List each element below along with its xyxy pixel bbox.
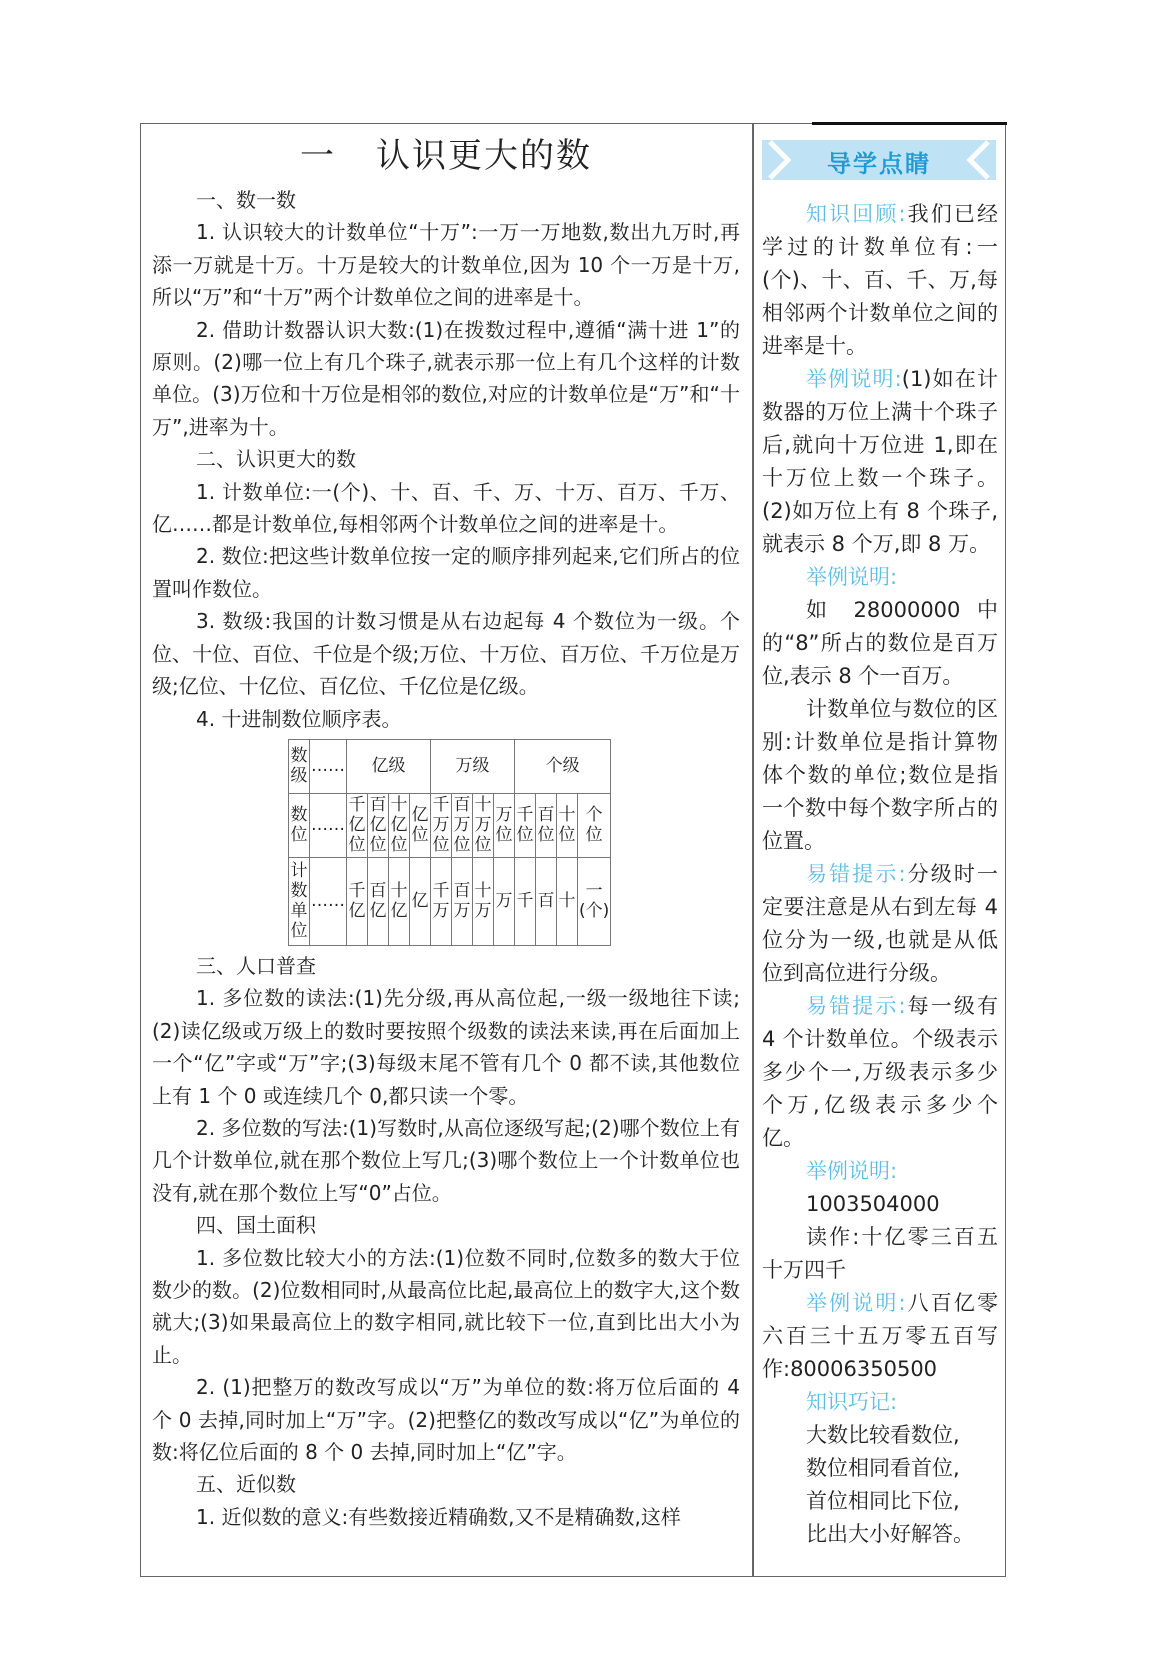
sidebar-note <box>762 1188 998 1221</box>
paragraph: 1. 计数单位:一(个)、十、百、千、万、十万、百万、千万、亿……都是计数单位,每相邻两个计数单位之间的进率是十。 <box>152 479 740 537</box>
note-label: 知识回顾: <box>806 202 906 226</box>
note-text: 八百亿零六百三十五万零五百写作:80006350500 <box>762 1291 999 1381</box>
note-label: 知识巧记: <box>806 1390 898 1414</box>
note-text: 计数单位与数位的区别:计数单位是指计算物体个数的单位;数位是指一个数中每个数字所占的位置。 <box>762 697 998 853</box>
top-rule <box>812 122 1007 125</box>
paragraph: 4. 十进制数位顺序表。 <box>196 706 402 731</box>
unit-cell: 千亿 <box>347 857 368 945</box>
column-divider <box>752 123 754 1577</box>
place-cell: 千万位 <box>432 795 450 856</box>
chapter-title: 认识更大的数 <box>376 136 592 176</box>
note-text: 分级时一定要注意是从右到左每 4 位分为一级,也就是从低位到高位进行分级。 <box>762 862 999 985</box>
sidebar-note <box>762 990 998 1155</box>
place-cell: 百万位 <box>453 795 471 856</box>
mnemonic-line: 数位相同看首位, <box>806 1456 960 1480</box>
dots: …… <box>310 739 347 793</box>
paragraph: 1. 多位数的读法:(1)先分级,再从高位起,一级一级地往下读;(2)读亿级或万级上的数时要按照个级数的读法来读,再在后面加上一个“亿”字或“万”字;(3)每级末尾不管有几个 0 都不读,其他数位上有 1 个 0 或连续几个 0,都只读一个零。 <box>152 986 740 1108</box>
section-heading: 一、数一数 <box>196 188 296 212</box>
guide-banner <box>762 140 996 180</box>
place-cell: 个位 <box>578 793 611 857</box>
unit-cell: 亿 <box>410 857 431 945</box>
paragraph: 1. 认识较大的计数单位“十万”:一万一万地数,数出九万时,再添一万就是十万。十万是较大的计数单位,因为 10 个一万是十万,所以“万”和“十万”两个计数单位之间的进率是十。 <box>152 220 740 310</box>
section-heading: 二、认识更大的数 <box>196 447 356 472</box>
sidebar-note <box>762 1287 998 1386</box>
paragraph: 3. 数级:我国的计数习惯是从右边起每 4 个数位为一级。个位、十位、百位、千位是个级;万位、十万位、百万位、千万位是万级;亿位、十亿位、百亿位、千亿位是亿级。 <box>152 609 740 699</box>
unit-cell: 千万 <box>431 857 452 945</box>
unit-cell: 百万 <box>452 857 473 945</box>
note-label: 举例说明: <box>806 1291 906 1315</box>
note-text: 我们已经学过的计数单位有:一(个)、十、百、千、万,每相邻两个计数单位之间的进率是十。 <box>762 202 999 358</box>
unit-cell: 百亿 <box>368 857 389 945</box>
level-cell: 万级 <box>431 739 515 793</box>
note-text: 读作:十亿零三百五十万四千 <box>762 1225 998 1282</box>
row-label: 计数单位 <box>289 857 310 945</box>
place-cell: 百位 <box>536 793 557 857</box>
place-cell: 十位 <box>557 793 578 857</box>
row-label: 数位 <box>289 793 310 857</box>
place-cell: 十万位 <box>474 795 492 856</box>
note-label: 举例说明: <box>806 1159 898 1183</box>
mnemonic-line: 大数比较看数位, <box>806 1423 960 1447</box>
place-cell: 十亿位 <box>390 795 408 856</box>
paragraph: 2. (1)把整万的数改写成以“万”为单位的数:将万位后面的 4 个 0 去掉,同时加上“万”字。(2)把整亿的数改写成以“亿”为单位的数:将亿位后面的 8 个 0 去掉,同时加上“亿”字。 <box>152 1375 740 1464</box>
section-heading: 五、近似数 <box>196 1472 296 1497</box>
sidebar-note <box>762 561 998 594</box>
section-heading: 四、国土面积 <box>196 1213 316 1238</box>
sidebar-note <box>762 693 998 858</box>
note-text: 1003504000 <box>806 1192 940 1216</box>
note-text: (1)如在计数器的万位上满十个珠子后,就向十万位进 1,即在十万位上数一个珠子。(2)如万位上有 8 个珠子,就表示 8 个万,即 8 万。 <box>762 367 998 556</box>
place-cell: 万位 <box>494 793 515 857</box>
note-text: 每一级有 4 个计数单位。个级表示多少个一,万级表示多少个万,亿级表示多少个亿。 <box>762 994 999 1150</box>
sidebar-column <box>762 198 998 1551</box>
place-value-table <box>288 739 611 946</box>
unit-cell: 百 <box>536 857 557 945</box>
sidebar-note <box>762 594 998 693</box>
note-text: 如 28000000 中的“8”所占的数位是百万位,表示 8 个一百万。 <box>762 598 998 688</box>
sidebar-note <box>762 1155 998 1188</box>
chapter-number: 一 <box>300 136 336 176</box>
note-label: 易错提示: <box>806 994 906 1018</box>
place-cell: 百亿位 <box>369 795 387 856</box>
sidebar-note <box>762 363 998 561</box>
note-label: 举例说明: <box>806 565 898 589</box>
unit-cell: 十万 <box>473 857 494 945</box>
paragraph: 1. 多位数比较大小的方法:(1)位数不同时,位数多的数大于位数少的数。(2)位数相同时,从最高位比起,最高位上的数字大,这个数就大;(3)如果最高位上的数字相同,就比较下一位,直到比出大小为止。 <box>152 1245 740 1367</box>
unit-cell: 万 <box>494 857 515 945</box>
note-label: 举例说明: <box>806 367 902 391</box>
paragraph: 2. 借助计数器认识大数:(1)在拨数过程中,遵循“满十进 1”的原则。(2)哪一位上有几个珠子,就表示那一位上有几个这样的计数单位。(3)万位和十万位是相邻的数位,对应的计数单位是“万”和“十万”,进率为十。 <box>152 317 740 439</box>
unit-cell: 千 <box>515 857 536 945</box>
sidebar-note <box>762 1386 998 1419</box>
place-cell: 千亿位 <box>348 795 366 856</box>
place-cell: 亿位 <box>410 793 431 857</box>
sidebar-note <box>762 858 998 990</box>
paragraph: 2. 多位数的写法:(1)写数时,从高位逐级写起;(2)哪个数位上有几个计数单位,就在那个数位上写几;(3)哪个数位上一个计数单位也没有,就在那个数位上写“0”占位。 <box>152 1115 740 1205</box>
mnemonic-line: 比出大小好解答。 <box>806 1522 974 1546</box>
page-title <box>152 130 740 182</box>
mnemonic-line: 首位相同比下位, <box>806 1489 960 1513</box>
section-heading: 三、人口普查 <box>196 953 316 978</box>
level-cell: 亿级 <box>347 739 431 793</box>
unit-cell: 一(个) <box>578 857 611 945</box>
unit-cell: 十 <box>557 857 578 945</box>
paragraph: 2. 数位:把这些计数单位按一定的顺序排列起来,它们所占的位置叫作数位。 <box>152 544 740 601</box>
note-label: 易错提示: <box>806 862 906 886</box>
paragraph: 1. 近似数的意义:有些数接近精确数,又不是精确数,这样 <box>196 1504 681 1529</box>
main-column <box>152 130 740 1533</box>
row-label: 数级 <box>289 739 310 793</box>
place-cell: 千位 <box>515 793 536 857</box>
sidebar-note <box>762 198 998 363</box>
level-cell: 个级 <box>515 739 611 793</box>
banner-title: 导学点睛 <box>827 150 931 178</box>
unit-cell: 十亿 <box>389 857 410 945</box>
dots: …… <box>310 793 347 857</box>
sidebar-note <box>762 1221 998 1287</box>
dots: …… <box>310 857 347 945</box>
